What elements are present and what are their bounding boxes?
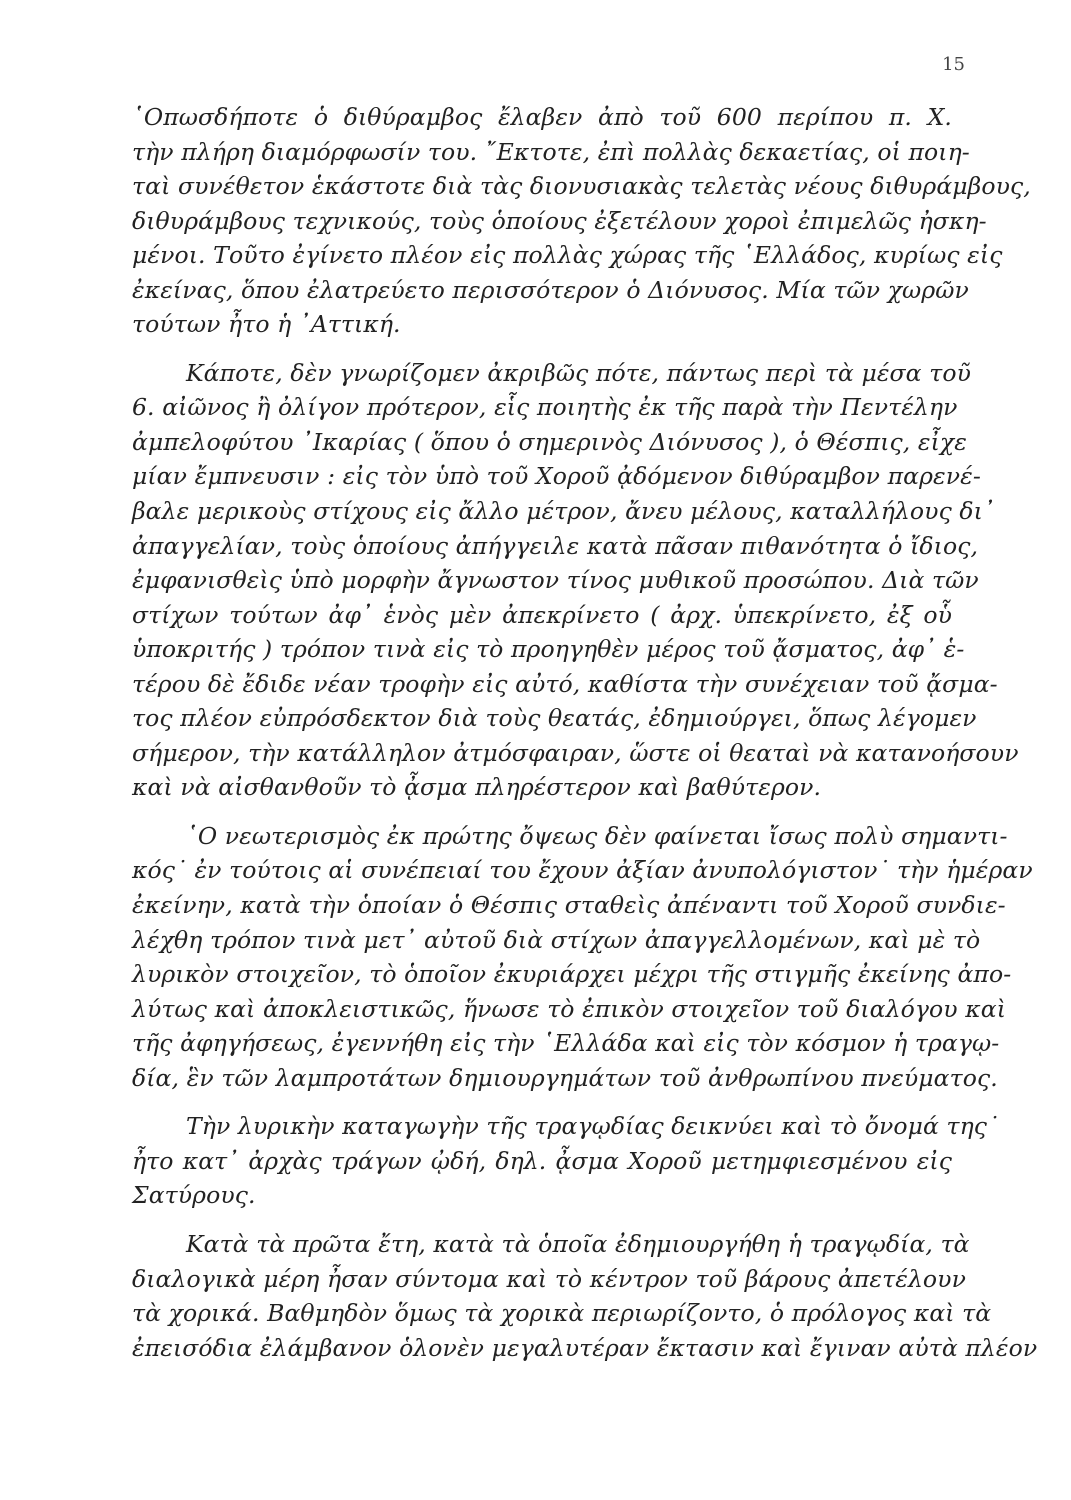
text-line: ἀμπελοφύτου ᾿Ικαρίας ( ὅπου ὁ σημερινὸς Διόνυσος ), ὁ Θέσπις, εἶχε — [132, 427, 967, 456]
text-line: ἐμφανισθεὶς ὑπὸ μορφὴν ἄγνωστον τίνος μυθικοῦ προσώπου. Διὰ τῶν — [132, 566, 979, 595]
text-line: Σατύρους. — [132, 1181, 256, 1210]
text-line: λύτως καὶ ἀποκλειστικῶς, ἥνωσε τὸ ἐπικὸν στοιχεῖον τοῦ διαλόγου καὶ — [132, 994, 1007, 1023]
paragraph-4 — [132, 1109, 999, 1213]
text-line: διαλογικὰ μέρη ἦσαν σύντομα καὶ τὸ κέντρον τοῦ βάρους ἀπετέλουν — [132, 1264, 966, 1293]
text-line: διθυράμβους τεχνικούς, τοὺς ὁποίους ἐξετέλουν χοροὶ ἐπιμελῶς ἠσκη- — [132, 206, 987, 235]
text-line: ῾Οπωσδήποτε ὁ διθύραμβος ἔλαβεν ἀπὸ τοῦ 600 περίπου π. Χ. — [132, 103, 952, 131]
text-line: κός˙ ἐν τούτοις αἱ συνέπειαί του ἔχουν ἀξίαν ἀνυπολόγιστον˙ τὴν ἡμέραν — [132, 856, 1033, 885]
text-line: ἐκείνας, ὅπου ἐλατρεύετο περισσότερον ὁ Διόνυσος. Μία τῶν χωρῶν — [132, 275, 969, 304]
text-line: μένοι. Τοῦτο ἐγίνετο πλέον εἰς πολλὰς χώρας τῆς ῾Ελλάδος, κυρίως εἰς — [132, 241, 1003, 270]
text-line: τῆς ἀφηγήσεως, ἐγεννήθη εἰς τὴν ῾Ελλάδα καὶ εἰς τὸν κόσμον ἡ τραγῳ- — [132, 1029, 1000, 1058]
text-line: 6. αἰῶνος ἢ ὀλίγον πρότερον, εἷς ποιητὴς ἐκ τῆς παρὰ τὴν Πεντέλην — [132, 393, 958, 422]
paragraph-5 — [132, 1227, 1038, 1365]
text-line: τούτων ἦτο ἡ ᾿Αττική. — [132, 310, 401, 339]
text-line: βαλε μερικοὺς στίχους εἰς ἄλλο μέτρον, ἄνευ μέλους, καταλλήλους δι᾽ — [132, 497, 995, 526]
text-line: καὶ νὰ αἰσθανθοῦν τὸ ᾆσμα πληρέστερον καὶ βαθύτερον. — [132, 773, 822, 802]
text-line: ὑποκριτής ) τρόπον τινὰ εἰς τὸ προηγηθὲν μέρος τοῦ ᾄσματος, ἀφ᾽ ἑ- — [132, 635, 965, 664]
paragraph-2 — [132, 356, 1019, 805]
paragraph-1 — [132, 100, 1031, 342]
text-line: ἐκείνην, κατὰ τὴν ὁποίαν ὁ Θέσπις σταθεὶς ἀπέναντι τοῦ Χοροῦ συνδιε- — [132, 891, 1006, 920]
text-line: λέχθη τρόπον τινὰ μετ᾽ αὐτοῦ διὰ στίχων ἀπαγγελλομένων, καὶ μὲ τὸ — [132, 925, 981, 954]
text-line: ἐπεισόδια ἐλάμβανον ὁλονὲν μεγαλυτέραν ἔκτασιν καὶ ἔγιναν αὐτὰ πλέον — [132, 1333, 1038, 1362]
text-line: Κάποτε, δὲν γνωρίζομεν ἀκριβῶς πότε, πάντως περὶ τὰ μέσα τοῦ — [186, 358, 971, 387]
page-number: 15 — [942, 54, 965, 75]
text-line: ἦτο κατ᾽ ἀρχὰς τράγων ᾠδή, δηλ. ᾆσμα Χοροῦ μετημφιεσμένου εἰς — [132, 1146, 952, 1175]
text-line: τὴν πλήρη διαμόρφωσίν του. ῎Εκτοτε, ἐπὶ πολλὰς δεκαετίας, οἱ ποιη- — [132, 137, 970, 166]
text-line: Τὴν λυρικὴν καταγωγὴν τῆς τραγῳδίας δεικνύει καὶ τὸ ὄνομά της˙ — [186, 1112, 999, 1141]
text-line: στίχων τούτων ἀφ᾽ ἑνὸς μὲν ἀπεκρίνετο ( ἀρχ. ὑπεκρίνετο, ἐξ οὗ — [132, 600, 952, 629]
text-line: τὰ χορικά. Βαθμηδὸν ὅμως τὰ χορικὰ περιωρίζοντο, ὁ πρόλογος καὶ τὰ — [132, 1299, 992, 1328]
paragraph-3 — [132, 819, 1033, 1095]
text-line: τος πλέον εὐπρόσδεκτον διὰ τοὺς θεατάς, ἐδημιούργει, ὅπως λέγομεν — [132, 704, 977, 733]
text-line: δία, ἓν τῶν λαμπροτάτων δημιουργημάτων τοῦ ἀνθρωπίνου πνεύματος. — [132, 1063, 998, 1092]
text-line: ταὶ συνέθετον ἑκάστοτε διὰ τὰς διονυσιακὰς τελετὰς νέους διθυράμβους, — [132, 172, 1031, 201]
text-line: τέρου δὲ ἔδιδε νέαν τροφὴν εἰς αὐτό, καθίστα τὴν συνέχειαν τοῦ ᾄσμα- — [132, 669, 998, 698]
text-line: μίαν ἔμπνευσιν : εἰς τὸν ὑπὸ τοῦ Χοροῦ ᾀδόμενον διθύραμβον παρενέ- — [132, 462, 981, 491]
text-line: σήμερον, τὴν κατάλληλον ἀτμόσφαιραν, ὥστε οἱ θεαταὶ νὰ κατανοήσουν — [132, 738, 1019, 767]
page-body — [132, 100, 1038, 1379]
text-line: ῾Ο νεωτερισμὸς ἐκ πρώτης ὄψεως δὲν φαίνεται ἴσως πολὺ σημαντι- — [186, 821, 1008, 850]
text-line: λυρικὸν στοιχεῖον, τὸ ὁποῖον ἐκυριάρχει μέχρι τῆς στιγμῆς ἐκείνης ἀπο- — [132, 960, 1012, 989]
text-line: ἀπαγγελίαν, τοὺς ὁποίους ἀπήγγειλε κατὰ πᾶσαν πιθανότητα ὁ ἴδιος, — [132, 531, 979, 560]
text-line: Κατὰ τὰ πρῶτα ἔτη, κατὰ τὰ ὁποῖα ἐδημιουργήθη ἡ τραγῳδία, τὰ — [186, 1229, 970, 1258]
